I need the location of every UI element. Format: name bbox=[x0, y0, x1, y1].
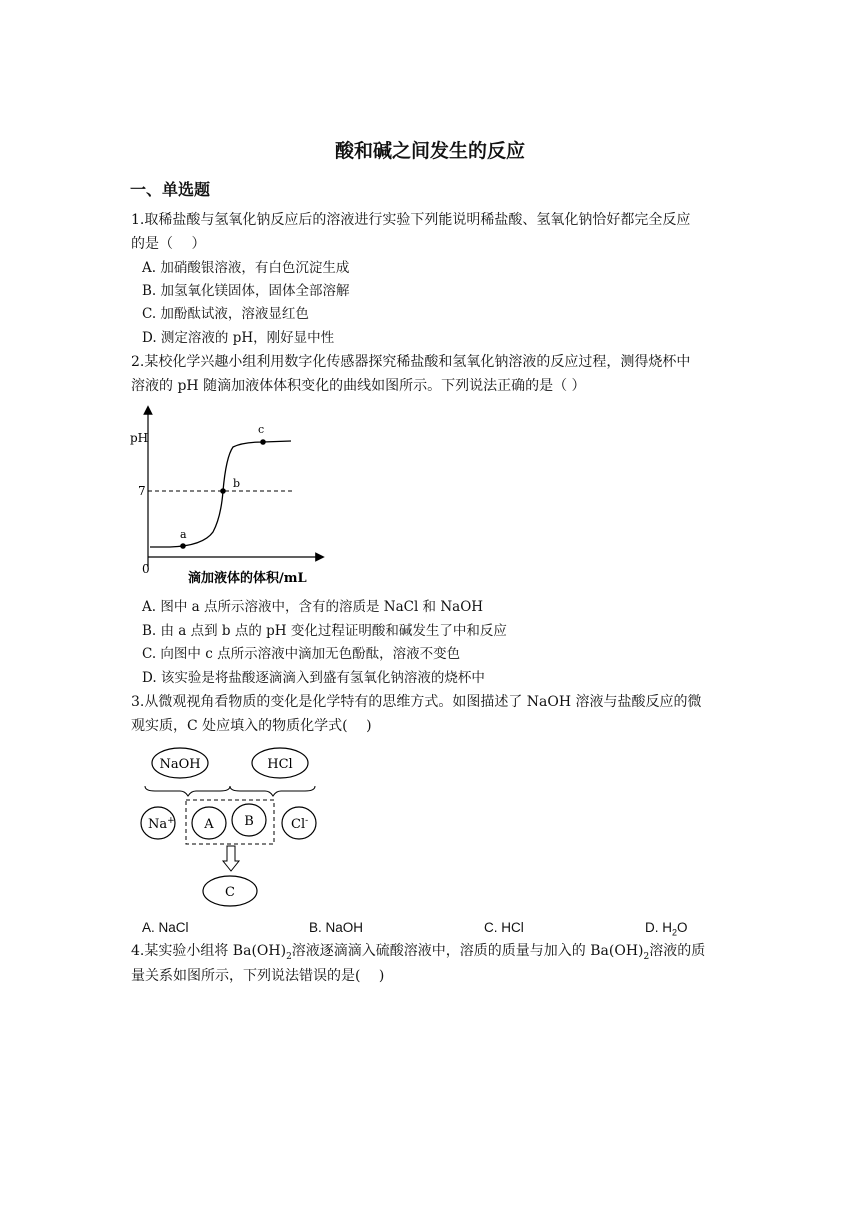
hcl-label: HCl bbox=[267, 757, 293, 772]
q3-option-b: B. NaOH bbox=[309, 920, 364, 935]
q1-option-c: C. 加酚酞试液，溶液显红色 bbox=[142, 306, 309, 322]
q1-option-d: D. 测定溶液的 pH，刚好显中性 bbox=[142, 330, 335, 346]
q4-stem-line2: 量关系如图所示，下列说法错误的是( ) bbox=[131, 968, 385, 984]
naoh-brace bbox=[145, 786, 230, 796]
q3-stem-line1: 3.从微观视角看物质的变化是化学特有的思维方式。如图描述了 NaOH 溶液与盐酸反应的微 bbox=[131, 694, 702, 710]
q1-option-a: A. 加硝酸银溶液，有白色沉淀生成 bbox=[142, 260, 350, 276]
reaction-box bbox=[186, 800, 274, 844]
q2-stem-line1: 2.某校化学兴趣小组利用数字化传感器探究稀盐酸和氢氧化钠溶液的反应过程，测得烧杯中 bbox=[131, 354, 691, 370]
point-a bbox=[180, 543, 186, 549]
a-label: A bbox=[204, 817, 214, 832]
neutralization-diagram bbox=[135, 742, 325, 912]
page-title: 酸和碱之间发生的反应 bbox=[334, 140, 525, 162]
q2-option-c: C. 向图中 c 点所示溶液中滴加无色酚酞，溶液不变色 bbox=[142, 646, 461, 662]
x-axis-label: 滴加液体的体积/mL bbox=[188, 571, 307, 586]
q1-stem-line1: 1.取稀盐酸与氢氧化钠反应后的溶液进行实验下列能说明稀盐酸、氢氧化钠恰好都完全反应 bbox=[131, 212, 691, 228]
ph7-label: 7 bbox=[138, 484, 146, 498]
origin-label: 0 bbox=[142, 562, 150, 576]
cl-ion-label: Cl- bbox=[291, 816, 309, 832]
na-ion-label: Na+ bbox=[148, 816, 175, 832]
q4-stem-line1: 4.某实验小组将 $Ba(OH)_2$溶液逐滴滴入硫酸溶液中，溶质的质量与加入的 $Ba(OH)_2$溶液的质 bbox=[131, 943, 706, 962]
section-heading: 一、单选题 bbox=[130, 180, 211, 199]
q3-option-d: D. $H_2O$ bbox=[645, 920, 688, 938]
q2-option-d: D. 该实验是将盐酸逐滴滴入到盛有氢氧化钠溶液的烧杯中 bbox=[142, 670, 485, 686]
q3-option-a: A. NaCl bbox=[142, 920, 189, 935]
ph-curve bbox=[150, 441, 291, 547]
hcl-brace bbox=[230, 786, 315, 796]
c-label: C bbox=[225, 885, 235, 900]
y-axis-label: pH bbox=[130, 431, 149, 445]
q2-stem-line2: 溶液的 pH 随滴加液体体积变化的曲线如图所示。下列说法正确的是（ ） bbox=[131, 378, 586, 394]
point-b-label: b bbox=[233, 477, 241, 490]
point-c-label: c bbox=[258, 423, 265, 436]
q3-stem-line2: 观实质，C 处应填入的物质化学式( ) bbox=[131, 718, 372, 734]
down-arrow-icon bbox=[223, 846, 239, 871]
q1-option-b: B. 加氢氧化镁固体，固体全部溶解 bbox=[142, 283, 350, 299]
q2-option-b: B. 由 a 点到 b 点的 pH 变化过程证明酸和碱发生了中和反应 bbox=[142, 623, 507, 639]
ph-curve-graph bbox=[128, 402, 328, 587]
q3-option-c: C. HCl bbox=[484, 920, 524, 935]
q2-option-a: A. 图中 a 点所示溶液中，含有的溶质是 NaCl 和 NaOH bbox=[142, 599, 484, 615]
point-c bbox=[260, 439, 266, 445]
b-label: B bbox=[244, 814, 254, 829]
naoh-label: NaOH bbox=[159, 757, 201, 772]
q1-stem-line2: 的是（ ） bbox=[131, 236, 206, 252]
point-b bbox=[220, 488, 226, 494]
point-a-label: a bbox=[180, 528, 187, 541]
